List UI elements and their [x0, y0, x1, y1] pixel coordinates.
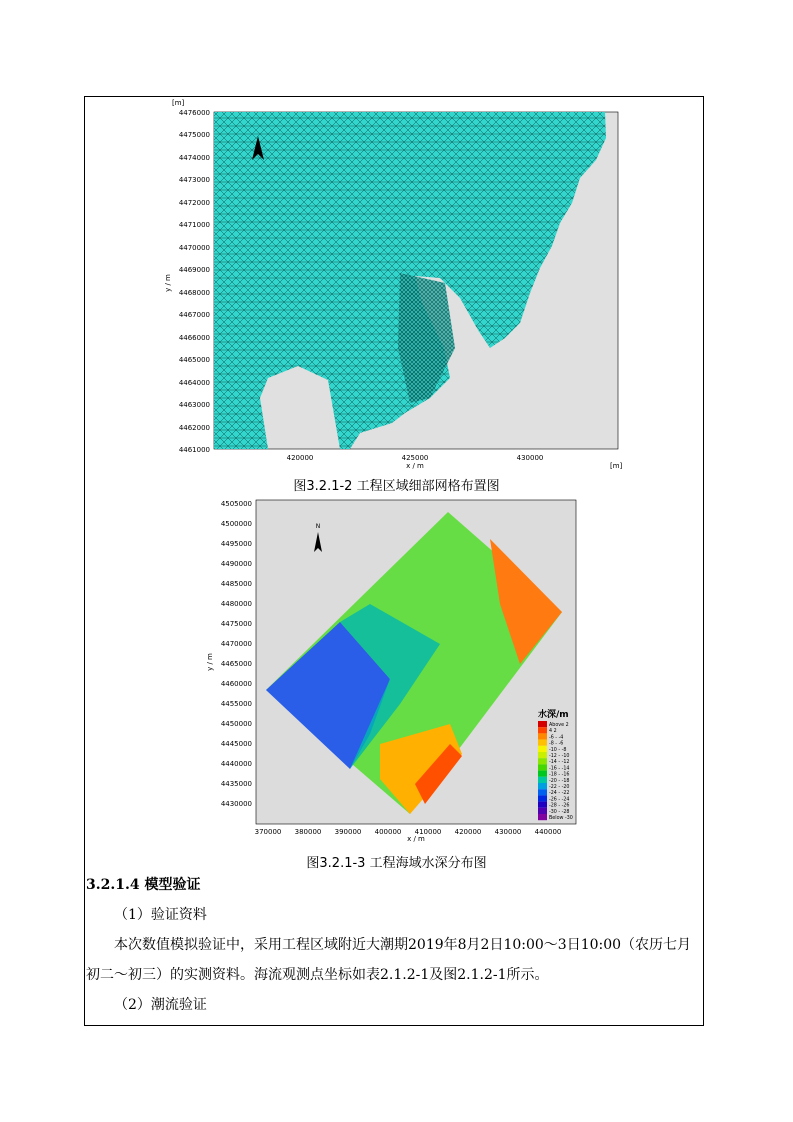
fig2-ytick: 4455000: [220, 700, 252, 708]
fig2-ytick: 4460000: [220, 680, 252, 688]
fig1-xtick: 425000: [401, 454, 429, 462]
fig2-xtick: 440000: [534, 828, 562, 836]
fig1-ytick: 4471000: [178, 221, 210, 229]
legend-label: -30 - -28: [549, 809, 570, 815]
legend-label: -10 - -8: [549, 747, 567, 753]
section-heading: 3.2.1.4 模型验证: [86, 877, 201, 893]
figure-caption-2: 图3.2.1-3 工程海域水深分布图: [306, 856, 487, 871]
legend-swatch: [538, 721, 547, 727]
fig2-xtick: 390000: [334, 828, 362, 836]
legend-swatch: [538, 758, 547, 764]
figure-caption-1: 图3.2.1-2 工程区域细部网格布置图: [293, 479, 500, 494]
fig2-ytick: 4475000: [220, 620, 252, 628]
fig1-yticks: [179, 109, 210, 454]
fig1-ytick: 4469000: [178, 266, 210, 274]
fig1-ytick: 4466000: [178, 334, 210, 342]
legend-swatch: [538, 808, 547, 814]
fig1-ytick: 4475000: [178, 131, 210, 139]
mesh-figure: [160, 98, 626, 470]
fig1-ytick: 4472000: [178, 199, 210, 207]
legend-swatch: [538, 789, 547, 795]
fig2-north-label: N: [315, 523, 321, 530]
legend-label: -24 - -22: [549, 791, 570, 797]
legend-label: -28 - -26: [549, 803, 570, 809]
legend-swatch: [538, 752, 547, 758]
fig2-ytick: 4435000: [220, 780, 252, 788]
legend-label: -12 - -10: [549, 754, 570, 759]
legend-swatch: [538, 733, 547, 739]
legend-swatch: [538, 746, 547, 752]
fig2-ytick: 4465000: [220, 660, 252, 668]
fig2-yticks: [221, 500, 252, 808]
legend-label: -6 - -4: [549, 735, 564, 741]
legend-title: 水深/m: [538, 710, 569, 720]
fig2-ytick: 4480000: [220, 600, 252, 608]
fig2-xtick: 420000: [454, 828, 482, 836]
legend-swatch: [538, 740, 547, 746]
legend-label: -22 - -20: [549, 785, 570, 790]
fig1-ytick: 4464000: [178, 379, 210, 387]
fig1-ytick: 4470000: [178, 244, 210, 252]
legend-label: -18 - -16: [549, 772, 570, 778]
fig2-ytick: 4485000: [220, 580, 252, 588]
fig2-xtick: 400000: [374, 828, 402, 836]
legend-label: -8 - -6: [549, 741, 564, 747]
fig1-ylabel: y / m: [164, 274, 172, 292]
legend-swatch: [538, 783, 547, 789]
fig2-ylabel: y / m: [206, 653, 214, 671]
fig2-ytick: 4445000: [220, 740, 252, 748]
legend-swatch: [538, 777, 547, 783]
legend-label: -20 - -18: [549, 778, 570, 784]
legend-swatch: [538, 802, 547, 808]
fig2-xtick: 370000: [254, 828, 282, 836]
fig1-ytick: 4463000: [178, 401, 210, 409]
fig2-xtick: 410000: [414, 828, 442, 836]
depth-figure: [200, 494, 582, 842]
fig2-ytick: 4495000: [220, 540, 252, 548]
fig1-ytick: 4476000: [178, 109, 210, 117]
fig2-ytick: 4430000: [220, 800, 252, 808]
legend-label: -16 - -14: [549, 766, 570, 772]
legend-label: 4 2: [549, 729, 557, 735]
fig1-ytick: 4474000: [178, 154, 210, 162]
legend-swatch: [538, 795, 547, 801]
legend-swatch: [538, 764, 547, 770]
fig1-unit-top: [m]: [172, 99, 185, 107]
fig2-xtick: 380000: [294, 828, 322, 836]
fig2-xlabel: x / m: [407, 835, 425, 842]
legend-swatch: [538, 771, 547, 777]
fig1-ytick: 4461000: [178, 446, 210, 454]
fig2-ytick: 4470000: [220, 640, 252, 648]
fig2-xtick: 430000: [494, 828, 522, 836]
fig1-ytick: 4462000: [178, 424, 210, 432]
fig1-xtick: 430000: [516, 454, 544, 462]
paragraph-tidal-verification: （2）潮流验证: [114, 997, 207, 1013]
fig2-ytick: 4440000: [220, 760, 252, 768]
fig2-ytick: 4490000: [220, 560, 252, 568]
legend-label: Below -30: [549, 816, 573, 821]
fig1-xlabel: x / m: [406, 462, 424, 470]
legend-swatch: [538, 814, 547, 820]
fig2-ytick: 4505000: [220, 500, 252, 508]
paragraph-verification-data: （1）验证资料: [114, 907, 207, 923]
fig1-xtick: 420000: [286, 454, 314, 462]
fig2-legend: [538, 708, 573, 821]
fig1-ytick: 4473000: [178, 176, 210, 184]
legend-label: -26 - -24: [549, 797, 570, 803]
fig1-ytick: 4467000: [178, 311, 210, 319]
fig1-ytick: 4465000: [178, 356, 210, 364]
fig2-ytick: 4500000: [220, 520, 252, 528]
fig1-ytick: 4468000: [178, 289, 210, 297]
fig1-unit-bottom: [m]: [610, 462, 623, 470]
legend-swatch: [538, 727, 547, 733]
legend-label: Above 2: [549, 723, 569, 728]
fig2-ytick: 4450000: [220, 720, 252, 728]
paragraph-verification-body: 本次数值模拟验证中，采用工程区域附近大潮期2019年8月2日10:00～3日10:00（农历七月初二～初三）的实测资料。海流观测点坐标如表2.1.2-1及图2.1.2-1所示。: [86, 937, 692, 983]
legend-label: -14 - -12: [549, 760, 570, 766]
